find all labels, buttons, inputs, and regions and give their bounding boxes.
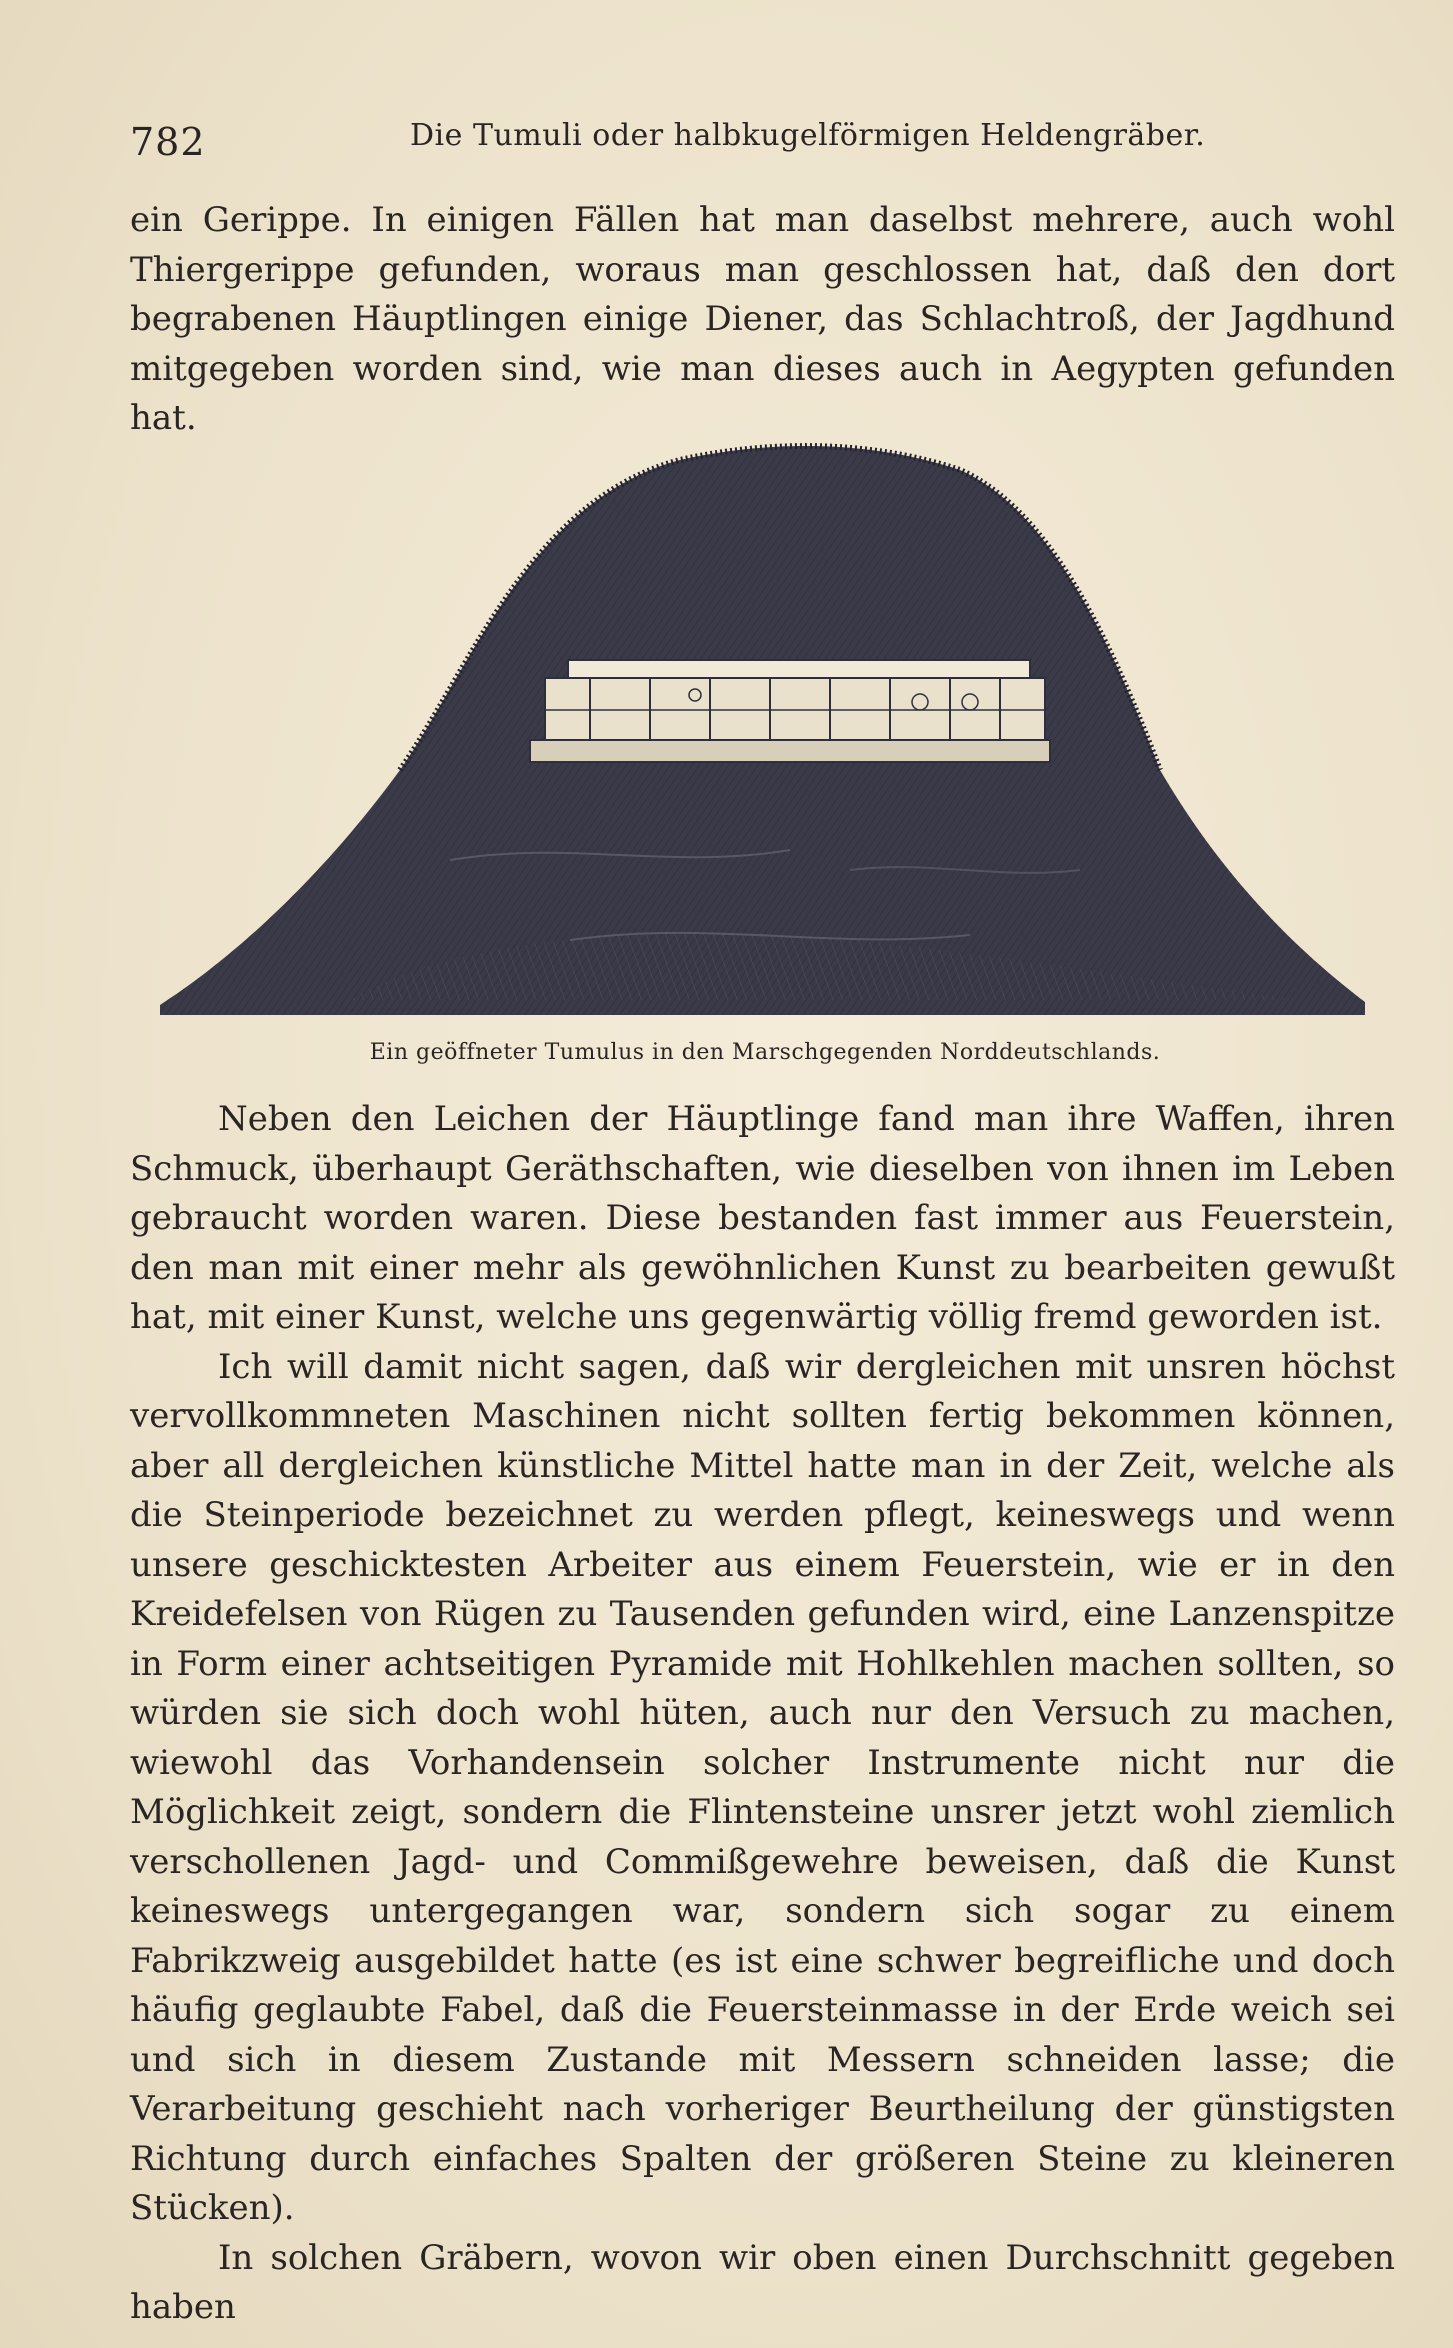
paragraph: ein Gerippe. In einigen Fällen hat man daselbst mehrere, auch wohl Thiergerippe gefunden, woraus man geschlossen hat, daß den dort begrabenen Häuptlingen einige Diener, das Schlachtroß, der Jagdhund mitgegeben worden sind, wie man dieses auch in Aegypten gefunden hat. xyxy=(130,200,1395,438)
text-block-top xyxy=(130,196,1395,444)
page-number: 782 xyxy=(130,120,206,164)
page-header xyxy=(130,112,1395,162)
text-block-bottom xyxy=(130,1095,1395,2333)
figure-caption: Ein geöffneter Tumulus in den Marschgegenden Norddeutschlands. xyxy=(369,1040,1161,1065)
tumulus-figure xyxy=(150,440,1380,1065)
paragraph: In solchen Gräbern, wovon wir oben einen Durchschnitt gegeben haben xyxy=(130,2237,1395,2327)
paragraph: Neben den Leichen der Häuptlinge fand man ihre Waffen, ihren Schmuck, überhaupt Geräthschaften, wie dieselben von ihnen im Leben gebraucht worden waren. Diese bestanden fast immer aus Feuerstein, den man mit einer mehr als gewöhnlichen Kunst zu bearbeiten gewußt hat, mit einer Kunst, welche uns gegenwärtig völlig fremd geworden ist. xyxy=(130,1099,1395,1337)
paragraph: Ich will damit nicht sagen, daß wir dergleichen mit unsren höchst vervollkommneten Maschinen nicht sollten fertig bekommen können, aber all dergleichen künstliche Mittel hatte man in der Zeit, welche als die Steinperiode bezeichnet zu werden pflegt, keineswegs und wenn unsere geschicktesten Arbeiter aus einem Feuerstein, wie er in den Kreidefelsen von Rügen zu Tausenden gefunden wird, eine Lanzenspitze in Form einer achtseitigen Pyramide mit Hohlkehlen machen sollten, so würden sie sich doch wohl hüten, auch nur den Versuch zu machen, wiewohl das Vorhandensein solcher Instrumente nicht nur die Möglichkeit zeigt, sondern die Flintensteine unsrer jetzt wohl ziemlich verschollenen Jagd- und Commißgewehre beweisen, daß die Kunst keineswegs untergegangen war, sondern sich sogar zu einem Fabrikzweig ausgebildet hatte (es ist eine schwer begreifliche und doch häufig geglaubte Fabel, daß die Feuersteinmasse in der Erde weich sei und sich in diesem Zustande mit Messern schneiden lasse; die Verarbeitung geschieht nach vorheriger Beurtheilung der günstigsten Richtung durch einfaches Spalten der größeren Steine zu kleineren Stücken). xyxy=(130,1346,1395,2228)
burial-chamber xyxy=(530,660,1050,762)
running-title: Die Tumuli oder halbkugelförmigen Heldengräber. xyxy=(410,118,1206,153)
tumulus-engraving xyxy=(150,440,1380,1030)
